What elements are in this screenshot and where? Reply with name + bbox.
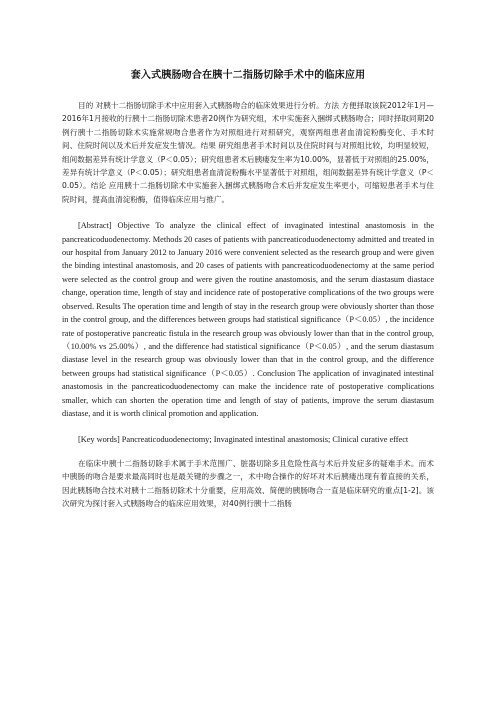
paper-title: 套入式胰肠吻合在胰十二指肠切除手术中的临床应用 [130,70,366,81]
introduction-paragraph: 在临床中胰十二指肠切除手术属于手术范围广、脏器切除多且危险性高与术后并发症多的疑难手术。而术中胰肠的吻合是要求最高同时也是最关键的步骤之一，术中吻合操作的好坏对术后胰瘘出现有着直接的关系，因此胰肠吻合技术对胰十二指肠切除术十分重要，应用高效、简便的胰肠吻合一直是临床研究的重点[1-2]。该次研究为探讨套入式胰肠吻合的临床应用效果，对40例行胰十二指肠 [62,458,434,508]
abstract-chinese: 目的 对胰十二指肠切除手术中应用套入式胰肠吻合的临床效果进行分析。方法 方便择取该院2012年1月—2016年1月接收的行胰十二指肠切除术患者20例作为研究组，术中实施套入捆绑式胰肠吻合；同时择取同期20例行胰十二指肠切除术实施常规吻合患者作为对照组进行对照研究，观察两组患者血清淀粉酶变化、手术时间、住院时间以及术后并发症发生情况。结果 研究组患者手术时间以及住院时间与对照组比较，均明显较短，组间数据差异有统计学意义（P＜0.05）；研究组患者术后胰瘘发生率为10.00%，显著低于对照组的25.00%，差异有统计学意义（P＜0.05）；研究组患者血清淀粉酶水平显著低于对照组，组间数据差异有统计学意义（P＜0.05）。结论 应用胰十二指肠切除术中实施套入捆绑式胰肠吻合术后并发症发生率更小，可缩短患者手术与住院时间，提高血清淀粉酶，值得临床应用与推广。 [62,101,434,204]
abstract-english: [Abstract] Objective To analyze the clinical effect of invaginated intestinal anastomosis in the pancreaticoduodenectomy. Methods 20 cases of patients with pancreaticoduodenectomy admitted and treated in our hospital from January 2012 to January 2016 were convenient selected as the research group and were given the binding intestinal anastomosis, and 20 cases of patients with pancreaticoduodenectomy at the same period were selected as the control group and were given the routine anastomosis, and the serum diastasum diastace change, operation time, length of stay and incidence rate of postoperative complications of the two groups were observed. Results The operation time and length of stay in the research group were obviously shorter than those in the control group, and the differences between groups had statistical significance（P＜0.05）, the incidence rate of postoperative pancreatic fistula in the research group was obviously lower than that in the control group, （10.00% vs 25.00%）, and the difference had statistical significance（P＜0.05）, and the serum diastasum diastase level in the research group was obviously lower than that in the control group, and the difference between groups had statistical significance（P＜0.05）. Conclusion The application of invaginated intestinal anastomosis in the pancreaticoduodenectomy can make the incidence rate of postoperative complications smaller, which can shorten the operation time and length of stay of patients, improve the serum diastasum diastase, and it is worth clinical promotion and application. [62,221,434,418]
keywords-english: [Key words] Pancreaticoduodenectomy; Invaginated intestinal anastomosis; Clinical curative effect [78,435,409,445]
